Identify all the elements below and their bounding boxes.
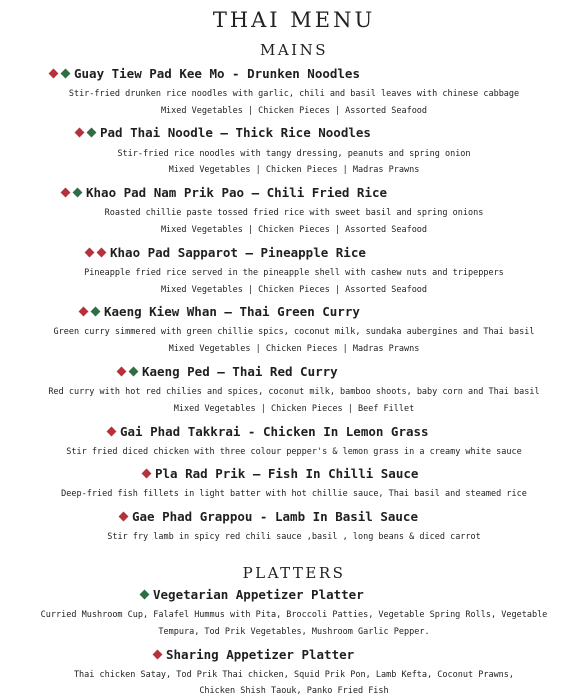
platter-name: Vegetarian Appetizer Platter bbox=[153, 587, 364, 602]
dish-name: Pla Rad Prik – Fish In Chilli Sauce bbox=[155, 466, 419, 481]
green-diamond-icon bbox=[61, 69, 71, 79]
dish-name: Guay Tiew Pad Kee Mo - Drunken Noodles bbox=[74, 66, 360, 81]
menu-title: THAI MENU bbox=[212, 8, 376, 32]
dish-options: Mixed Vegetables | Chicken Pieces | Madras Prawns bbox=[168, 344, 420, 354]
dish-title bbox=[108, 424, 429, 439]
mains-heading: MAINS bbox=[259, 41, 329, 59]
dish-options: Mixed Vegetables | Chicken Pieces | Assorted Seafood bbox=[160, 285, 428, 295]
dish-name: Khao Pad Sapparot – Pineapple Rice bbox=[110, 245, 366, 260]
red-diamond-icon bbox=[49, 69, 59, 79]
dish-description: Pineapple fried rice served in the pineapple shell with cashew nuts and tripeppers bbox=[84, 268, 504, 278]
dish-options: Mixed Vegetables | Chicken Pieces | Assorted Seafood bbox=[160, 225, 428, 235]
red-diamond-icon bbox=[85, 248, 95, 258]
dish-title bbox=[120, 509, 418, 524]
green-diamond-icon bbox=[73, 188, 83, 198]
platter-title bbox=[141, 587, 364, 602]
dish-description: Stir-fried rice noodles with tangy dressing, peanuts and spring onion bbox=[117, 149, 471, 159]
red-diamond-icon bbox=[119, 512, 129, 522]
platter-name: Sharing Appetizer Platter bbox=[166, 647, 355, 662]
green-diamond-icon bbox=[87, 128, 97, 138]
red-diamond-icon bbox=[153, 650, 163, 660]
dish-description: Red curry with hot red chilies and spices, coconut milk, bamboo shoots, baby corn and Thai basil bbox=[48, 387, 540, 397]
dish-description: Deep-fried fish fillets in light batter with hot chillie sauce, Thai basil and steamed rice bbox=[61, 489, 527, 499]
platter-description: Thai chicken Satay, Tod Prik Thai chicken, Squid Prik Pon, Lamb Kefta, Coconut Prawns, bbox=[73, 670, 515, 680]
dish-title bbox=[80, 304, 360, 319]
dish-name: Khao Pad Nam Prik Pao – Chili Fried Rice bbox=[86, 185, 388, 200]
dish-description: Stir fried diced chicken with three colour pepper's & lemon grass in a creamy white sauce bbox=[66, 447, 522, 457]
platter-title bbox=[154, 647, 354, 662]
dish-description: Stir fry lamb in spicy red chili sauce ,basil , long beans & diced carrot bbox=[107, 532, 481, 542]
dish-title bbox=[118, 364, 338, 379]
dish-title bbox=[86, 245, 366, 260]
red-diamond-icon bbox=[117, 367, 127, 377]
dish-options: Mixed Vegetables | Chicken Pieces | Assorted Seafood bbox=[160, 106, 428, 116]
red-diamond-icon bbox=[75, 128, 85, 138]
platter-description: Chicken Shish Taouk, Panko Fried Fish bbox=[199, 686, 389, 696]
dish-name: Pad Thai Noodle – Thick Rice Noodles bbox=[100, 125, 371, 140]
red-diamond-icon bbox=[61, 188, 71, 198]
green-diamond-icon bbox=[140, 590, 150, 600]
dish-options: Mixed Vegetables | Chicken Pieces | Beef Fillet bbox=[173, 404, 415, 414]
platter-description: Tempura, Tod Prik Vegetables, Mushroom Garlic Pepper. bbox=[158, 627, 430, 637]
green-diamond-icon bbox=[91, 307, 101, 317]
dish-name: Gae Phad Grappou - Lamb In Basil Sauce bbox=[132, 509, 418, 524]
dish-description: Roasted chillie paste tossed fried rice with sweet basil and spring onions bbox=[104, 208, 484, 218]
red-diamond-icon bbox=[79, 307, 89, 317]
dish-description: Stir-fried drunken rice noodles with garlic, chili and basil leaves with chinese cabbage bbox=[68, 89, 520, 99]
dish-title bbox=[62, 185, 387, 200]
dish-title bbox=[50, 66, 360, 81]
dish-description: Green curry simmered with green chillie spics, coconut milk, sundaka aubergines and Thai basil bbox=[53, 327, 535, 337]
red-diamond-icon bbox=[142, 469, 152, 479]
platter-description: Curried Mushroom Cup, Falafel Hummus with Pita, Broccoli Patties, Vegetable Spring Rolls, Vegetable bbox=[40, 610, 548, 620]
dish-title bbox=[76, 125, 371, 140]
dish-name: Gai Phad Takkrai - Chicken In Lemon Grass bbox=[120, 424, 429, 439]
dish-title bbox=[143, 466, 418, 481]
dish-name: Kaeng Ped – Thai Red Curry bbox=[142, 364, 338, 379]
dish-options: Mixed Vegetables | Chicken Pieces | Madras Prawns bbox=[168, 165, 420, 175]
red-diamond-icon bbox=[97, 248, 107, 258]
dish-name: Kaeng Kiew Whan – Thai Green Curry bbox=[104, 304, 360, 319]
platters-heading: PLATTERS bbox=[242, 564, 346, 582]
red-diamond-icon bbox=[107, 427, 117, 437]
green-diamond-icon bbox=[129, 367, 139, 377]
